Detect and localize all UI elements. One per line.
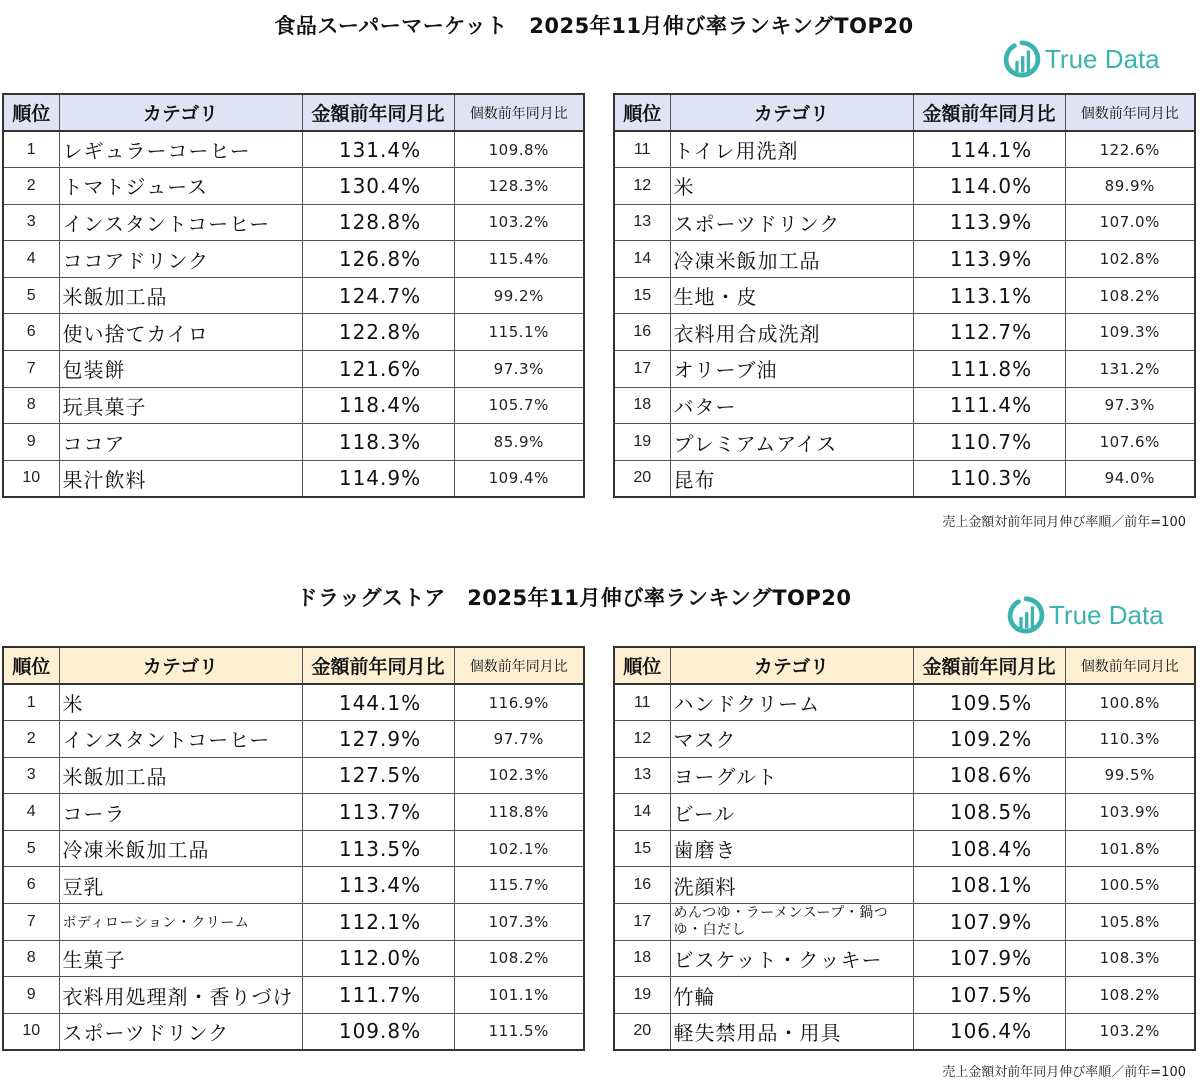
rank-cell: 4 [3, 794, 59, 831]
table-row [614, 241, 1195, 278]
amount-cell: 111.8% [913, 351, 1065, 388]
true-data-logo [1007, 596, 1164, 634]
category-cell: 米飯加工品 [59, 277, 302, 314]
quantity-cell: 103.2% [1065, 1013, 1195, 1050]
table-row [3, 131, 584, 168]
quantity-cell: 99.2% [454, 277, 584, 314]
rank-cell: 17 [614, 351, 670, 388]
header-quantity-yoy: 個数前年同月比 [1065, 647, 1195, 684]
amount-cell: 127.5% [302, 757, 454, 794]
table-row [3, 1013, 584, 1050]
amount-cell: 107.5% [913, 977, 1065, 1014]
quantity-cell: 89.9% [1065, 168, 1195, 205]
header-category: カテゴリ [59, 647, 302, 684]
category-cell: ココア [59, 424, 302, 461]
table-row [614, 314, 1195, 351]
table-row [3, 684, 584, 721]
rank-cell: 12 [614, 168, 670, 205]
amount-cell: 108.6% [913, 757, 1065, 794]
amount-cell: 131.4% [302, 131, 454, 168]
rank-cell: 7 [3, 351, 59, 388]
category-cell: 米 [670, 168, 913, 205]
rank-cell: 10 [3, 1013, 59, 1050]
rank-cell: 13 [614, 204, 670, 241]
quantity-cell: 103.2% [454, 204, 584, 241]
food-supermarket-section [0, 0, 1200, 540]
quantity-cell: 97.7% [454, 721, 584, 758]
amount-cell: 109.8% [302, 1013, 454, 1050]
rank-cell: 19 [614, 424, 670, 461]
rank-cell: 18 [614, 387, 670, 424]
category-cell: ビスケット・クッキー [670, 940, 913, 977]
category-cell: 衣料用処理剤・香りづけ [59, 977, 302, 1014]
amount-cell: 118.4% [302, 387, 454, 424]
logo-text: True Data [1045, 43, 1160, 74]
table-row [3, 721, 584, 758]
quantity-cell: 108.3% [1065, 940, 1195, 977]
rank-cell: 6 [3, 314, 59, 351]
amount-cell: 128.8% [302, 204, 454, 241]
rank-cell: 5 [3, 830, 59, 867]
category-cell: マスク [670, 721, 913, 758]
rank-cell: 20 [614, 460, 670, 497]
category-cell: インスタントコーヒー [59, 721, 302, 758]
rank-cell: 1 [3, 684, 59, 721]
category-cell: 歯磨き [670, 830, 913, 867]
rank-cell: 10 [3, 460, 59, 497]
food-ranking-table-1-10 [2, 93, 585, 498]
rank-cell: 19 [614, 977, 670, 1014]
table-row [614, 204, 1195, 241]
quantity-cell: 107.0% [1065, 204, 1195, 241]
category-cell: 生地・皮 [670, 277, 913, 314]
table-header-row [3, 94, 584, 131]
quantity-cell: 108.2% [1065, 977, 1195, 1014]
category-cell: ハンドクリーム [670, 684, 913, 721]
quantity-cell: 107.6% [1065, 424, 1195, 461]
table-row [614, 977, 1195, 1014]
quantity-cell: 102.3% [454, 757, 584, 794]
rank-cell: 20 [614, 1013, 670, 1050]
rank-cell: 3 [3, 204, 59, 241]
header-rank: 順位 [614, 94, 670, 131]
drugstore-section [0, 552, 1200, 1090]
drug-ranking-table-1-10 [2, 646, 585, 1051]
category-cell: 包装餅 [59, 351, 302, 388]
table-row [614, 830, 1195, 867]
quantity-cell: 102.1% [454, 830, 584, 867]
quantity-cell: 115.7% [454, 867, 584, 904]
amount-cell: 113.9% [913, 241, 1065, 278]
rank-cell: 2 [3, 721, 59, 758]
table-row [614, 351, 1195, 388]
category-cell: 使い捨てカイロ [59, 314, 302, 351]
food-section-title: 食品スーパーマーケット 2025年11月伸び率ランキングTOP20 [274, 14, 914, 38]
chart-circle-icon [1007, 596, 1045, 634]
category-cell: ココアドリンク [59, 241, 302, 278]
drug-footnote: 売上金額対前年同月伸び率順／前年=100 [942, 1065, 1186, 1080]
quantity-cell: 110.3% [1065, 721, 1195, 758]
amount-cell: 113.5% [302, 830, 454, 867]
quantity-cell: 101.8% [1065, 830, 1195, 867]
table-row [3, 867, 584, 904]
table-row [614, 131, 1195, 168]
table-row [614, 1013, 1195, 1050]
logo-text: True Data [1049, 599, 1164, 630]
quantity-cell: 108.2% [454, 940, 584, 977]
quantity-cell: 128.3% [454, 168, 584, 205]
food-ranking-table-11-20 [613, 93, 1196, 498]
rank-cell: 9 [3, 424, 59, 461]
header-quantity-yoy: 個数前年同月比 [454, 647, 584, 684]
header-rank: 順位 [614, 647, 670, 684]
table-row [3, 204, 584, 241]
category-cell: プレミアムアイス [670, 424, 913, 461]
table-row [614, 721, 1195, 758]
quantity-cell: 115.1% [454, 314, 584, 351]
header-category: カテゴリ [670, 647, 913, 684]
category-cell: コーラ [59, 794, 302, 831]
amount-cell: 109.5% [913, 684, 1065, 721]
table-row [3, 168, 584, 205]
category-cell: 昆布 [670, 460, 913, 497]
amount-cell: 122.8% [302, 314, 454, 351]
quantity-cell: 118.8% [454, 794, 584, 831]
category-cell: 軽失禁用品・用具 [670, 1013, 913, 1050]
category-cell: バター [670, 387, 913, 424]
header-amount-yoy: 金額前年同月比 [302, 647, 454, 684]
table-row [614, 940, 1195, 977]
rank-cell: 3 [3, 757, 59, 794]
amount-cell: 108.5% [913, 794, 1065, 831]
amount-cell: 114.0% [913, 168, 1065, 205]
amount-cell: 124.7% [302, 277, 454, 314]
table-row [3, 830, 584, 867]
rank-cell: 16 [614, 867, 670, 904]
category-cell: 米飯加工品 [59, 757, 302, 794]
category-cell: スポーツドリンク [670, 204, 913, 241]
header-quantity-yoy: 個数前年同月比 [1065, 94, 1195, 131]
quantity-cell: 115.4% [454, 241, 584, 278]
quantity-cell: 101.1% [454, 977, 584, 1014]
amount-cell: 144.1% [302, 684, 454, 721]
rank-cell: 6 [3, 867, 59, 904]
rank-cell: 13 [614, 757, 670, 794]
header-rank: 順位 [3, 647, 59, 684]
category-cell: 玩具菓子 [59, 387, 302, 424]
table-header-row [614, 94, 1195, 131]
category-cell: 冷凍米飯加工品 [670, 241, 913, 278]
table-header-row [614, 647, 1195, 684]
rank-cell: 15 [614, 830, 670, 867]
amount-cell: 113.4% [302, 867, 454, 904]
quantity-cell: 107.3% [454, 904, 584, 941]
header-amount-yoy: 金額前年同月比 [302, 94, 454, 131]
rank-cell: 2 [3, 168, 59, 205]
quantity-cell: 100.8% [1065, 684, 1195, 721]
amount-cell: 111.4% [913, 387, 1065, 424]
rank-cell: 14 [614, 794, 670, 831]
amount-cell: 126.8% [302, 241, 454, 278]
category-cell: 果汁飲料 [59, 460, 302, 497]
amount-cell: 108.4% [913, 830, 1065, 867]
category-cell: レギュラーコーヒー [59, 131, 302, 168]
category-cell: 衣料用合成洗剤 [670, 314, 913, 351]
table-row [3, 794, 584, 831]
drug-section-title: ドラッグストア 2025年11月伸び率ランキングTOP20 [296, 586, 852, 610]
amount-cell: 107.9% [913, 904, 1065, 941]
category-cell: 豆乳 [59, 867, 302, 904]
rank-cell: 5 [3, 277, 59, 314]
quantity-cell: 109.8% [454, 131, 584, 168]
amount-cell: 114.9% [302, 460, 454, 497]
table-row [3, 940, 584, 977]
amount-cell: 107.9% [913, 940, 1065, 977]
amount-cell: 121.6% [302, 351, 454, 388]
table-row [614, 794, 1195, 831]
category-cell: トイレ用洗剤 [670, 131, 913, 168]
table-row [614, 424, 1195, 461]
table-row [3, 314, 584, 351]
amount-cell: 109.2% [913, 721, 1065, 758]
header-rank: 順位 [3, 94, 59, 131]
quantity-cell: 94.0% [1065, 460, 1195, 497]
table-row [3, 387, 584, 424]
rank-cell: 15 [614, 277, 670, 314]
rank-cell: 8 [3, 387, 59, 424]
category-cell: ボディローション・クリーム [59, 904, 302, 941]
true-data-logo [1003, 40, 1160, 78]
rank-cell: 12 [614, 721, 670, 758]
rank-cell: 8 [3, 940, 59, 977]
table-row [3, 977, 584, 1014]
table-row [3, 241, 584, 278]
amount-cell: 113.7% [302, 794, 454, 831]
quantity-cell: 105.8% [1065, 904, 1195, 941]
category-cell: インスタントコーヒー [59, 204, 302, 241]
quantity-cell: 105.7% [454, 387, 584, 424]
rank-cell: 1 [3, 131, 59, 168]
header-category: カテゴリ [59, 94, 302, 131]
rank-cell: 11 [614, 131, 670, 168]
category-cell: ビール [670, 794, 913, 831]
rank-cell: 7 [3, 904, 59, 941]
table-row [614, 904, 1195, 941]
amount-cell: 118.3% [302, 424, 454, 461]
quantity-cell: 111.5% [454, 1013, 584, 1050]
category-cell: 竹輪 [670, 977, 913, 1014]
table-row [614, 867, 1195, 904]
category-cell: トマトジュース [59, 168, 302, 205]
table-row [614, 277, 1195, 314]
quantity-cell: 109.3% [1065, 314, 1195, 351]
table-row [614, 757, 1195, 794]
header-category: カテゴリ [670, 94, 913, 131]
category-cell: めんつゆ・ラーメンスープ・鍋つゆ・白だし [670, 904, 913, 941]
quantity-cell: 103.9% [1065, 794, 1195, 831]
quantity-cell: 100.5% [1065, 867, 1195, 904]
table-row [3, 904, 584, 941]
rank-cell: 18 [614, 940, 670, 977]
table-row [3, 277, 584, 314]
chart-circle-icon [1003, 40, 1041, 78]
category-cell: 洗顔料 [670, 867, 913, 904]
category-cell: ヨーグルト [670, 757, 913, 794]
amount-cell: 113.1% [913, 277, 1065, 314]
rank-cell: 17 [614, 904, 670, 941]
rank-cell: 16 [614, 314, 670, 351]
amount-cell: 111.7% [302, 977, 454, 1014]
category-cell: スポーツドリンク [59, 1013, 302, 1050]
quantity-cell: 97.3% [454, 351, 584, 388]
header-amount-yoy: 金額前年同月比 [913, 647, 1065, 684]
amount-cell: 112.1% [302, 904, 454, 941]
amount-cell: 108.1% [913, 867, 1065, 904]
table-row [3, 460, 584, 497]
quantity-cell: 116.9% [454, 684, 584, 721]
rank-cell: 14 [614, 241, 670, 278]
rank-cell: 4 [3, 241, 59, 278]
category-cell: オリーブ油 [670, 351, 913, 388]
table-row [3, 351, 584, 388]
quantity-cell: 108.2% [1065, 277, 1195, 314]
rank-cell: 9 [3, 977, 59, 1014]
quantity-cell: 97.3% [1065, 387, 1195, 424]
amount-cell: 112.7% [913, 314, 1065, 351]
category-cell: 生菓子 [59, 940, 302, 977]
category-cell: 米 [59, 684, 302, 721]
quantity-cell: 99.5% [1065, 757, 1195, 794]
amount-cell: 110.3% [913, 460, 1065, 497]
table-row [614, 684, 1195, 721]
amount-cell: 106.4% [913, 1013, 1065, 1050]
table-header-row [3, 647, 584, 684]
amount-cell: 110.7% [913, 424, 1065, 461]
quantity-cell: 85.9% [454, 424, 584, 461]
header-amount-yoy: 金額前年同月比 [913, 94, 1065, 131]
quantity-cell: 102.8% [1065, 241, 1195, 278]
quantity-cell: 131.2% [1065, 351, 1195, 388]
drug-ranking-table-11-20 [613, 646, 1196, 1051]
rank-cell: 11 [614, 684, 670, 721]
amount-cell: 114.1% [913, 131, 1065, 168]
table-row [614, 387, 1195, 424]
table-row [3, 757, 584, 794]
quantity-cell: 109.4% [454, 460, 584, 497]
amount-cell: 112.0% [302, 940, 454, 977]
amount-cell: 113.9% [913, 204, 1065, 241]
table-row [3, 424, 584, 461]
header-quantity-yoy: 個数前年同月比 [454, 94, 584, 131]
food-footnote: 売上金額対前年同月伸び率順／前年=100 [942, 515, 1186, 530]
amount-cell: 130.4% [302, 168, 454, 205]
amount-cell: 127.9% [302, 721, 454, 758]
category-cell: 冷凍米飯加工品 [59, 830, 302, 867]
table-row [614, 460, 1195, 497]
table-row [614, 168, 1195, 205]
quantity-cell: 122.6% [1065, 131, 1195, 168]
